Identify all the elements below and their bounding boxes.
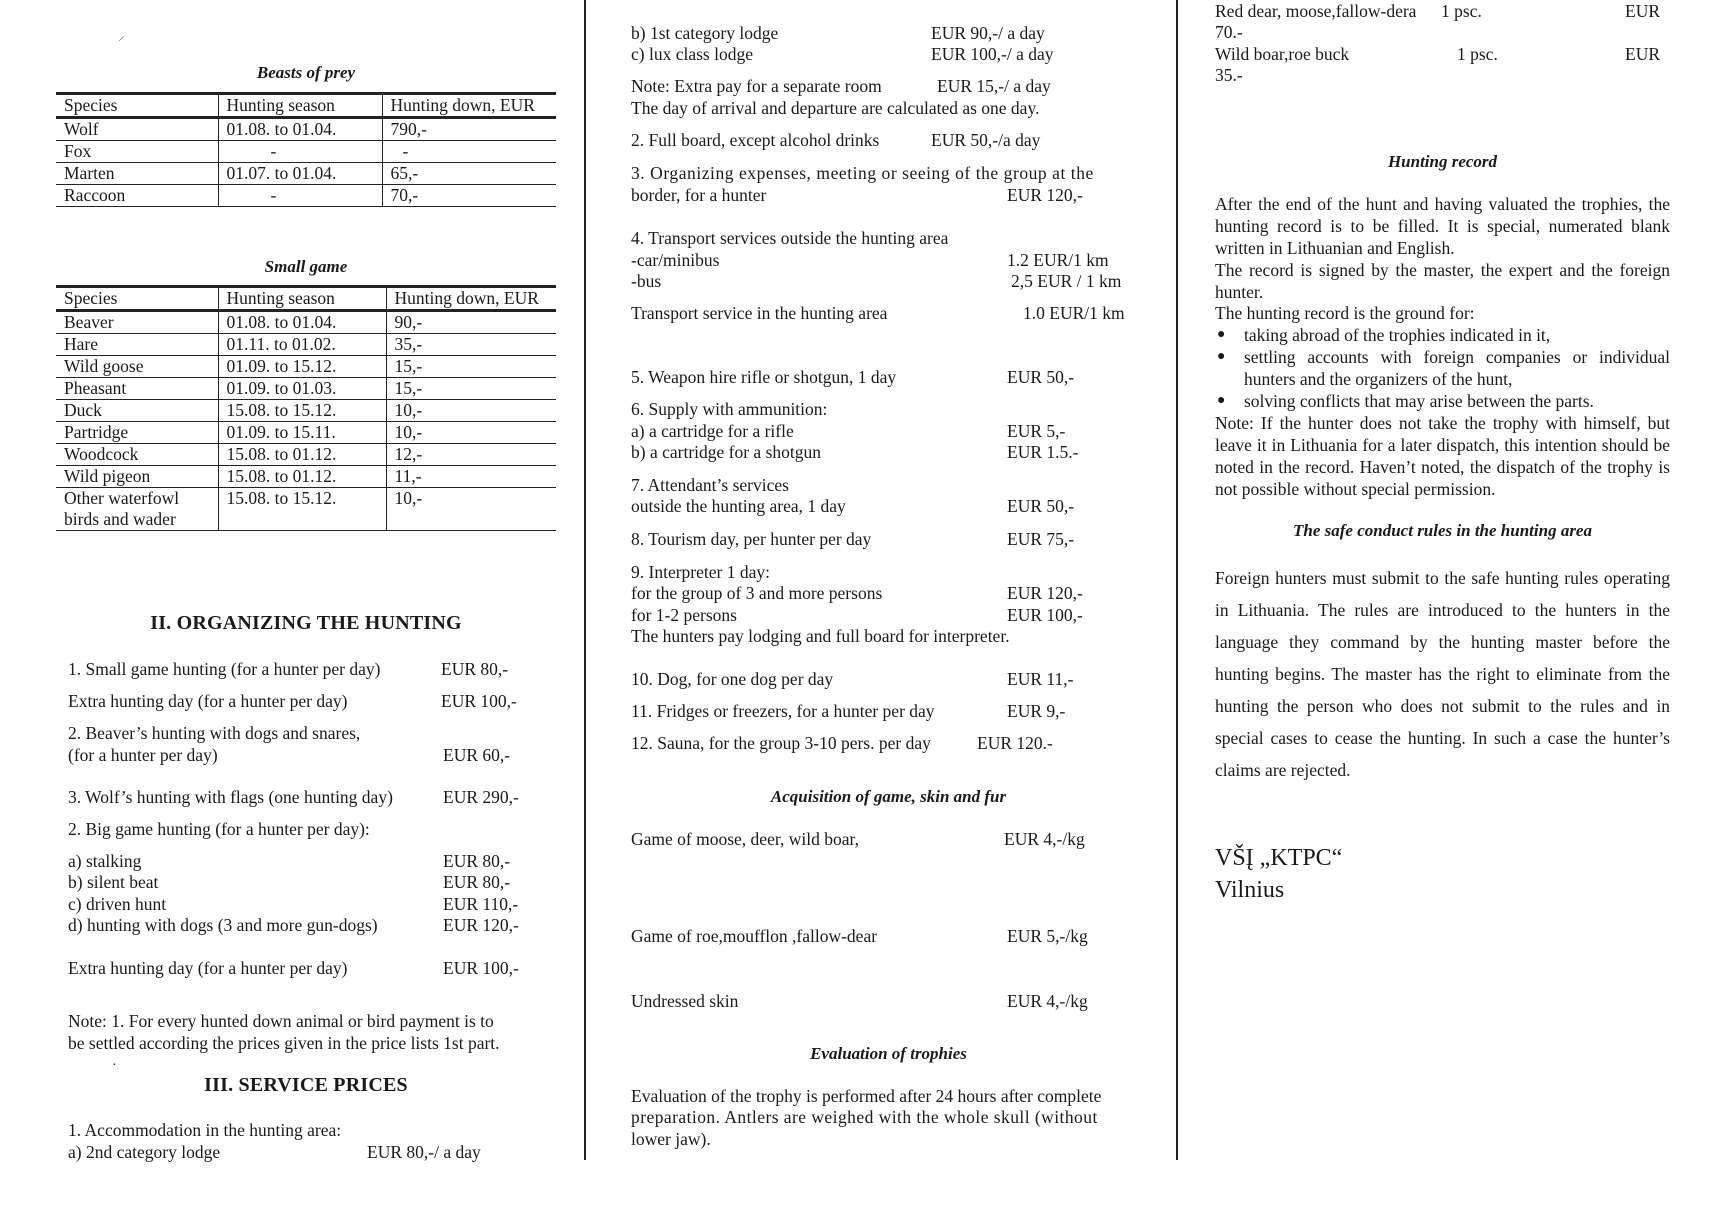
scan-dot: · (112, 1058, 117, 1073)
transport-car-label: -car/minibus (631, 250, 720, 270)
tourism-row (631, 528, 1146, 550)
trophy-fee-currency: EUR (1625, 1, 1660, 21)
species-cell: Fox (56, 141, 218, 163)
price-cell: 15,- (386, 378, 556, 400)
season-cell: 01.09. to 01.03. (218, 378, 386, 400)
trophy-fee-red-deer (1215, 0, 1670, 22)
price-cell: 15,- (386, 356, 556, 378)
org-expenses-label: 3. Organizing expenses, meeting or seeing of the group at the (631, 163, 1094, 183)
lodge-lux-price: EUR 100,-/ a day (931, 44, 1054, 64)
column-divider-1 (584, 0, 586, 1160)
attendant-price: EUR 50,- (1007, 496, 1075, 516)
hunting-record-note: Note: If the hunter does not take the trophy with himself, but leave it in Lithuania for a later dispatch, this intention should be noted in the record. Haven’t noted, the dispatch of the trophy is not possible without special permission. (1215, 413, 1670, 499)
season-cell: - (218, 185, 382, 207)
big-game-title: 2. Big game hunting (for a hunter per day): (68, 819, 370, 839)
price-cell: 12,- (386, 444, 556, 466)
arrival-note: The day of arrival and departure are calculated as one day. (631, 98, 1040, 118)
transport-car-price: 1.2 EUR/1 km (1007, 250, 1109, 270)
beasts-of-prey-table (56, 92, 556, 207)
note-line-1 (56, 1010, 556, 1032)
attendant-title-row (631, 474, 1146, 496)
sauna-price: EUR 120.- (977, 733, 1053, 753)
accommodation-title-row (56, 1119, 556, 1141)
trophy-fee-label: Red dear, moose,fallow-dera (1215, 1, 1417, 21)
species-cell: Beaver (56, 311, 218, 334)
lodge-1st-price: EUR 90,-/ a day (931, 23, 1045, 43)
accommodation-2nd-row (56, 1141, 556, 1163)
org-expenses-line2 (631, 184, 1146, 206)
acq-roe-label: Game of roe,moufflon ,fallow-dear (631, 926, 878, 946)
hunting-record-signed: The record is signed by the master, the expert and the foreign hunter. (1215, 260, 1670, 302)
big-game-extra-row (56, 957, 556, 979)
accommodation-2nd-label: a) 2nd category lodge (68, 1142, 221, 1162)
scan-mark: ⸝ (118, 29, 125, 44)
season-cell: - (218, 141, 382, 163)
big-game-item-price: EUR 110,- (443, 894, 519, 914)
evaluation-text: preparation. Antlers are weighed with the whole skull (without (631, 1107, 1098, 1127)
season-cell: 15.08. to 01.12. (218, 466, 386, 488)
organizing-title: II. ORGANIZING THE HUNTING (150, 612, 462, 634)
price-cell: 35,- (386, 334, 556, 356)
acquisition-title: Acquisition of game, skin and fur (770, 787, 1007, 806)
ammo-shotgun-price: EUR 1.5.- (1007, 442, 1079, 462)
arrival-note-row (631, 97, 1146, 119)
transport-in-label: Transport service in the hunting area (631, 303, 888, 323)
org-beaver-price: EUR 60,- (443, 745, 511, 765)
price-cell: 790,- (382, 118, 556, 141)
table-row (56, 400, 556, 422)
table-row (56, 466, 556, 488)
eval-line-1 (631, 1085, 1146, 1107)
evaluation-title: Evaluation of trophies (810, 1044, 967, 1063)
org-small-game-price: EUR 80,- (441, 659, 509, 679)
big-game-extra-price: EUR 100,- (443, 958, 519, 978)
header-hunting-season: Hunting season (218, 94, 382, 118)
transport-car-row (631, 249, 1146, 271)
interp-title-row (631, 561, 1146, 583)
species-cell: Hare (56, 334, 218, 356)
transport-title-row (631, 227, 1146, 249)
table-row (56, 378, 556, 400)
ammo-rifle-row (631, 420, 1146, 442)
price-cell: 90,- (386, 311, 556, 334)
eval-line-2 (631, 1106, 1146, 1128)
transport-in-row (631, 302, 1146, 324)
season-cell: 01.07. to 01.04. (218, 163, 382, 185)
weapon-row (631, 366, 1146, 388)
org-extra-day-row (56, 690, 556, 712)
dog-label: 10. Dog, for one dog per day (631, 669, 834, 689)
interpreter-group-label: for the group of 3 and more persons (631, 583, 883, 603)
species-cell: Raccoon (56, 185, 218, 207)
acq-moose-price: EUR 4,-/kg (1004, 829, 1085, 849)
trophy-fee-qty: 1 psc. (1441, 1, 1482, 21)
lodge-1st-label: b) 1st category lodge (631, 23, 779, 43)
interpreter-group-price: EUR 120,- (1007, 583, 1083, 603)
org-wolf-price: EUR 290,- (443, 787, 519, 807)
org-beaver-line1 (56, 722, 556, 744)
table-row (56, 488, 556, 531)
ammo-title: 6. Supply with ammunition: (631, 399, 828, 419)
interpreter-small-price: EUR 100,- (1007, 605, 1083, 625)
fridge-label: 11. Fridges or freezers, for a hunter per day (631, 701, 935, 721)
big-game-item (56, 871, 556, 893)
transport-bus-price: 2,5 EUR / 1 km (1011, 271, 1122, 291)
attendant-label: outside the hunting area, 1 day (631, 496, 846, 516)
signature-organization: VŠĮ „KTPC“ (1215, 845, 1343, 871)
ammo-shotgun-row (631, 441, 1146, 463)
note-text: Note: 1. For every hunted down animal or bird payment is to (68, 1011, 494, 1031)
weapon-price: EUR 50,- (1007, 367, 1075, 387)
fridge-row (631, 700, 1146, 722)
hunting-record-ground: The hunting record is the ground for: (1215, 303, 1475, 323)
big-game-extra-label: Extra hunting day (for a hunter per day) (68, 958, 348, 978)
header-hunting-down: Hunting down, EUR (382, 94, 556, 118)
tourism-label: 8. Tourism day, per hunter per day (631, 529, 872, 549)
org-extra-day-label: Extra hunting day (for a hunter per day) (68, 691, 348, 711)
transport-bus-label: -bus (631, 271, 662, 291)
accommodation-2nd-price: EUR 80,-/ a day (367, 1142, 481, 1162)
bullet-text: settling accounts with foreign companies or individual hunters and the organizers of the hunt, (1244, 347, 1670, 389)
org-expenses-line1 (631, 162, 1146, 184)
bullet-item (1215, 324, 1670, 346)
fridge-price: EUR 9,- (1007, 701, 1066, 721)
season-cell: 01.11. to 01.02. (218, 334, 386, 356)
big-game-item-label: a) stalking (68, 851, 142, 871)
trophy-fee-currency: EUR (1625, 44, 1660, 64)
bullet-item (1215, 390, 1670, 412)
acq-roe-price: EUR 5,-/kg (1007, 926, 1088, 946)
board-price: EUR 50,-/a day (931, 130, 1041, 150)
acq-skin-price: EUR 4,-/kg (1007, 991, 1088, 1011)
bullet-icon: ● (1217, 327, 1226, 342)
interpreter-title: 9. Interpreter 1 day: (631, 562, 770, 582)
ammo-rifle-price: EUR 5,- (1007, 421, 1066, 441)
species-cell: Pheasant (56, 378, 218, 400)
big-game-item (56, 850, 556, 872)
bullet-icon: ● (1217, 349, 1226, 364)
sauna-label: 12. Sauna, for the group 3-10 pers. per day (631, 733, 931, 753)
trophy-fee-label: Wild boar,roe buck (1215, 44, 1350, 64)
season-cell: 15.08. to 15.12. (218, 400, 386, 422)
board-row (631, 129, 1146, 151)
season-cell: 01.09. to 15.11. (218, 422, 386, 444)
acq-moose-row (631, 828, 1146, 850)
interp-small-row (631, 604, 1146, 626)
season-cell: 01.09. to 15.12. (218, 356, 386, 378)
big-game-item-label: d) hunting with dogs (3 and more gun-dogs) (68, 915, 378, 935)
small-game-title: Small game (264, 257, 348, 276)
org-wolf-label: 3. Wolf’s hunting with flags (one hunting day) (68, 787, 393, 807)
safe-conduct-paragraph: Foreign hunters must submit to the safe hunting rules operating in Lithuania. The rules are introduced to the hunters in the language they command by the hunting master before the hunting begins. The master has the right to eliminate from the hunting the person who does not submit to the rules and in special cases to cease the hunting. In such a case the hunter’s claims are rejected. (1215, 568, 1670, 780)
price-cell: 10,- (386, 422, 556, 444)
table-row (56, 163, 556, 185)
beasts-of-prey-title: Beasts of prey (256, 63, 356, 82)
interp-note-row (631, 625, 1146, 647)
note-text: be settled according the prices given in the price lists 1st part. (68, 1033, 500, 1053)
bullet-text: solving conflicts that may arise between the parts. (1244, 391, 1594, 411)
note-line-2 (56, 1032, 556, 1054)
table-header-row (56, 94, 556, 118)
ammo-rifle-label: a) a cartridge for a rifle (631, 421, 794, 441)
org-beaver-label-2: (for a hunter per day) (68, 745, 218, 765)
transport-in-price: 1.0 EUR/1 km (1023, 303, 1125, 323)
price-cell: 65,- (382, 163, 556, 185)
acq-roe-row (631, 925, 1146, 947)
header-species: Species (56, 287, 218, 311)
big-game-item (56, 914, 556, 936)
bullet-text: taking abroad of the trophies indicated in it, (1244, 325, 1551, 345)
table-row (56, 356, 556, 378)
lodge-1st-row (631, 22, 1146, 44)
weapon-label: 5. Weapon hire rifle or shotgun, 1 day (631, 367, 897, 387)
big-game-item (56, 893, 556, 915)
interp-group-row (631, 582, 1146, 604)
attendant-title: 7. Attendant’s services (631, 475, 789, 495)
org-expenses-label-2: border, for a hunter (631, 185, 767, 205)
table-row (56, 422, 556, 444)
org-small-game-row (56, 658, 556, 680)
bullet-item (1215, 346, 1670, 390)
table-row (56, 185, 556, 207)
interpreter-note: The hunters pay lodging and full board for interpreter. (631, 626, 1010, 646)
board-label: 2. Full board, except alcohol drinks (631, 130, 880, 150)
species-cell: Wolf (56, 118, 218, 141)
service-prices-title: III. SERVICE PRICES (204, 1074, 408, 1096)
trophy-fee-amount: 35.- (1215, 65, 1243, 85)
trophy-fee-wild-boar-amount (1215, 64, 1670, 86)
transport-title: 4. Transport services outside the hunting area (631, 228, 949, 248)
table-row (56, 444, 556, 466)
column-divider-2 (1176, 0, 1178, 1160)
attendant-row (631, 495, 1146, 517)
trophy-fee-red-deer-amount (1215, 21, 1670, 43)
table-row (56, 334, 556, 356)
big-game-item-price: EUR 120,- (443, 915, 519, 935)
header-hunting-down: Hunting down, EUR (386, 287, 556, 311)
season-cell: 15.08. to 15.12. (218, 488, 386, 531)
org-beaver-label: 2. Beaver’s hunting with dogs and snares, (68, 723, 361, 743)
transport-bus-row (631, 270, 1146, 292)
org-wolf-row (56, 786, 556, 808)
price-cell: 10,- (386, 488, 556, 531)
trophy-fee-amount: 70.- (1215, 22, 1243, 42)
species-cell: Other waterfowl birds and wader (56, 488, 218, 531)
species-cell: Marten (56, 163, 218, 185)
ammo-shotgun-label: b) a cartridge for a shotgun (631, 442, 821, 462)
room-note-row (631, 75, 1146, 97)
bullet-icon: ● (1217, 393, 1226, 408)
acq-skin-label: Undressed skin (631, 991, 739, 1011)
org-small-game-label: 1. Small game hunting (for a hunter per day) (68, 659, 381, 679)
trophy-fee-wild-boar (1215, 43, 1670, 65)
eval-line-3 (631, 1128, 1146, 1150)
season-cell: 01.08. to 01.04. (218, 311, 386, 334)
room-note-label: Note: Extra pay for a separate room (631, 76, 882, 96)
header-hunting-season: Hunting season (218, 287, 386, 311)
interpreter-small-label: for 1-2 persons (631, 605, 737, 625)
species-cell: Wild pigeon (56, 466, 218, 488)
acq-skin-row (631, 990, 1146, 1012)
season-cell: 15.08. to 01.12. (218, 444, 386, 466)
dog-price: EUR 11,- (1007, 669, 1074, 689)
species-cell: Partridge (56, 422, 218, 444)
hunting-record-paragraph: After the end of the hunt and having valuated the trophies, the hunting record is to be filled. It is special, numerated blank written in Lithuanian and English. (1215, 194, 1670, 258)
big-game-item-price: EUR 80,- (443, 872, 511, 892)
header-species: Species (56, 94, 218, 118)
lodge-lux-row (631, 43, 1146, 65)
season-cell: 01.08. to 01.04. (218, 118, 382, 141)
small-game-table (56, 285, 556, 531)
trophy-fee-qty: 1 psc. (1457, 44, 1498, 64)
evaluation-text: lower jaw). (631, 1129, 711, 1149)
signature-city: Vilnius (1215, 877, 1285, 903)
sauna-row (631, 732, 1146, 754)
dog-row (631, 668, 1146, 690)
accommodation-title: 1. Accommodation in the hunting area: (68, 1120, 342, 1140)
price-cell: - (382, 141, 556, 163)
price-cell: 10,- (386, 400, 556, 422)
org-expenses-price: EUR 120,- (1007, 185, 1083, 205)
safe-conduct-title: The safe conduct rules in the hunting area (1293, 521, 1592, 540)
table-header-row (56, 287, 556, 311)
big-game-item-label: c) driven hunt (68, 894, 167, 914)
table-row (56, 118, 556, 141)
price-cell: 70,- (382, 185, 556, 207)
price-cell: 11,- (386, 466, 556, 488)
org-extra-day-price: EUR 100,- (441, 691, 517, 711)
table-row (56, 141, 556, 163)
tourism-price: EUR 75,- (1007, 529, 1075, 549)
big-game-item-label: b) silent beat (68, 872, 159, 892)
species-cell: Duck (56, 400, 218, 422)
big-game-title-row (56, 818, 556, 840)
hunting-record-title: Hunting record (1387, 152, 1498, 171)
lodge-lux-label: c) lux class lodge (631, 44, 753, 64)
table-row (56, 311, 556, 334)
room-note-price: EUR 15,-/ a day (937, 76, 1051, 96)
ammo-title-row (631, 398, 1146, 420)
species-cell: Woodcock (56, 444, 218, 466)
evaluation-text: Evaluation of the trophy is performed after 24 hours after complete (631, 1086, 1102, 1106)
acq-moose-label: Game of moose, deer, wild boar, (631, 829, 859, 849)
species-cell: Wild goose (56, 356, 218, 378)
big-game-item-price: EUR 80,- (443, 851, 511, 871)
org-beaver-line2 (56, 744, 556, 766)
